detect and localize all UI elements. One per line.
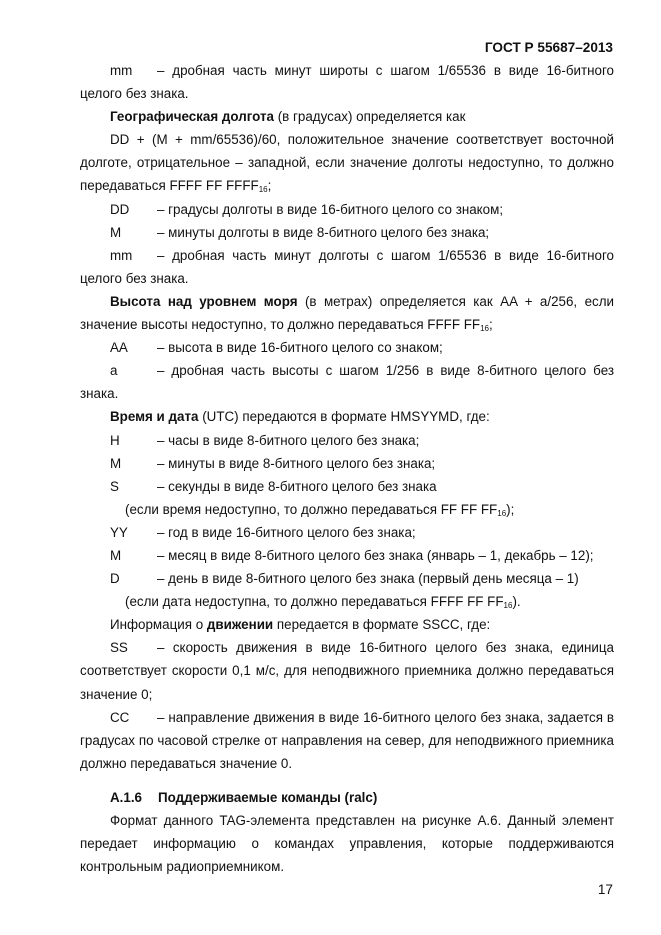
note-text: (если дата недоступна, то должно передаваться FFFF FF FF bbox=[125, 594, 504, 610]
definition-minutes bbox=[80, 452, 614, 475]
motion-intro-pre: Информация о bbox=[110, 617, 207, 633]
definition-text: – направление движения в виде 16-битного целого без знака, задается в градусах по часовой стрелке от направления на север, для неподвижного приемника должно передаваться значение 0. bbox=[80, 709, 614, 771]
definition-term: S bbox=[110, 478, 119, 494]
section-number: А.1.6 bbox=[110, 789, 143, 805]
longitude-intro-text: (в градусах) определяется как bbox=[273, 109, 466, 125]
definition-text: – дробная часть минут широты с шагом 1/65536 в виде 16-битного целого без знака. bbox=[80, 63, 614, 102]
definition-a bbox=[80, 359, 614, 405]
definition-term: H bbox=[110, 432, 120, 448]
definition-text: – месяц в виде 8-битного целого без знака (январь – 1, декабрь – 12); bbox=[157, 547, 594, 563]
definition-term: a bbox=[110, 363, 118, 379]
definition-m-longitude bbox=[80, 221, 614, 244]
definition-text: – день в виде 8-битного целого без знака (первый день месяца – 1) bbox=[157, 571, 579, 587]
definition-text: – дробная часть минут долготы с шагом 1/65536 в виде 16-битного целого без знака. bbox=[80, 247, 614, 286]
altitude-intro-end: ; bbox=[489, 317, 493, 333]
definition-text: – высота в виде 16-битного целого со знаком; bbox=[157, 340, 443, 356]
page-number: 17 bbox=[597, 882, 613, 897]
definition-ss bbox=[80, 636, 614, 705]
longitude-formula-text: DD + (M + mm/65536)/60, положительное значение соответствует восточной долготе, отрицательное – западной, если значение долготы недоступно, то должно передаваться FFFF FF FFFF bbox=[80, 132, 614, 194]
document-id-header: ГОСТ Р 55687–2013 bbox=[484, 40, 613, 55]
definition-text: – минуты долготы в виде 8-битного целого без знака; bbox=[157, 224, 490, 240]
hex-subscript: 16 bbox=[497, 508, 507, 518]
definition-dd bbox=[80, 198, 614, 221]
definition-h bbox=[80, 429, 614, 452]
definition-text: – градусы долготы в виде 16-битного целого со знаком; bbox=[157, 201, 504, 217]
definition-term: AA bbox=[110, 340, 128, 356]
hex-subscript: 16 bbox=[480, 324, 489, 334]
definition-term: mm bbox=[110, 247, 133, 263]
longitude-title: Географическая долгота bbox=[110, 109, 274, 125]
time-date-intro bbox=[80, 405, 614, 428]
section-heading bbox=[80, 786, 614, 809]
definition-s bbox=[80, 475, 614, 498]
page-content bbox=[80, 59, 614, 878]
definition-term: CC bbox=[110, 709, 130, 725]
time-date-title: Время и дата bbox=[110, 409, 199, 425]
definition-term: YY bbox=[110, 524, 128, 540]
motion-title: движении bbox=[206, 617, 274, 633]
longitude-formula bbox=[80, 128, 614, 197]
definition-term: M bbox=[110, 547, 122, 563]
motion-intro bbox=[80, 613, 614, 636]
altitude-intro-text: (в метрах) определяется как AA + a/256, если значение высоты недоступно, то должно передаваться FFFF FF bbox=[80, 293, 615, 333]
definition-term: D bbox=[110, 571, 120, 587]
note-text: (если время недоступно, то должно передаваться FF FF FF bbox=[125, 501, 498, 517]
definition-term: M bbox=[110, 224, 122, 240]
section-body: Формат данного TAG-элемента представлен на рисунке А.6. Данный элемент передает информацию о командах управления, которые поддерживаются контрольным радиоприемником. bbox=[80, 813, 614, 875]
date-unavailable-note bbox=[80, 590, 614, 613]
altitude-title: Высота над уровнем моря bbox=[110, 293, 298, 309]
definition-yy bbox=[80, 521, 614, 544]
motion-intro-post: передается в формате SSCC, где: bbox=[273, 617, 491, 633]
definition-term: M bbox=[110, 455, 122, 471]
definition-term: mm bbox=[110, 63, 133, 78]
definition-text: – секунды в виде 8-битного целого без знака bbox=[157, 478, 437, 494]
definition-text: – часы в виде 8-битного целого без знака; bbox=[157, 432, 420, 448]
note-end: ). bbox=[512, 594, 521, 610]
note-end: ); bbox=[506, 501, 515, 517]
definition-aa bbox=[80, 336, 614, 359]
definition-text: – год в виде 16-битного целого без знака; bbox=[157, 524, 416, 540]
definition-d bbox=[80, 567, 614, 590]
section-title: Поддерживаемые команды (ralc) bbox=[158, 789, 378, 805]
longitude-intro bbox=[80, 105, 614, 128]
hex-subscript: 16 bbox=[503, 601, 513, 611]
definition-text: – минуты в виде 8-битного целого без знака; bbox=[157, 455, 436, 471]
definition-text: – скорость движения в виде 16-битного целого без знака, единица соответствует скорости 0,1 м/с, для неподвижного приемника должно передаваться значение 0; bbox=[80, 640, 614, 702]
definition-mm-longitude bbox=[80, 244, 614, 290]
altitude-intro bbox=[80, 290, 614, 336]
definition-month bbox=[80, 544, 614, 567]
longitude-formula-end: ; bbox=[267, 178, 272, 194]
time-date-intro-text: (UTC) передаются в формате HMSYYMD, где: bbox=[198, 409, 490, 425]
definition-mm-latitude bbox=[80, 59, 614, 105]
hex-subscript: 16 bbox=[258, 185, 268, 195]
definition-term: DD bbox=[110, 201, 130, 217]
definition-text: – дробная часть высоты с шагом 1/256 в виде 8-битного целого без знака. bbox=[80, 363, 614, 402]
time-unavailable-note bbox=[80, 498, 614, 521]
definition-term: SS bbox=[110, 640, 128, 656]
definition-cc bbox=[80, 706, 614, 775]
